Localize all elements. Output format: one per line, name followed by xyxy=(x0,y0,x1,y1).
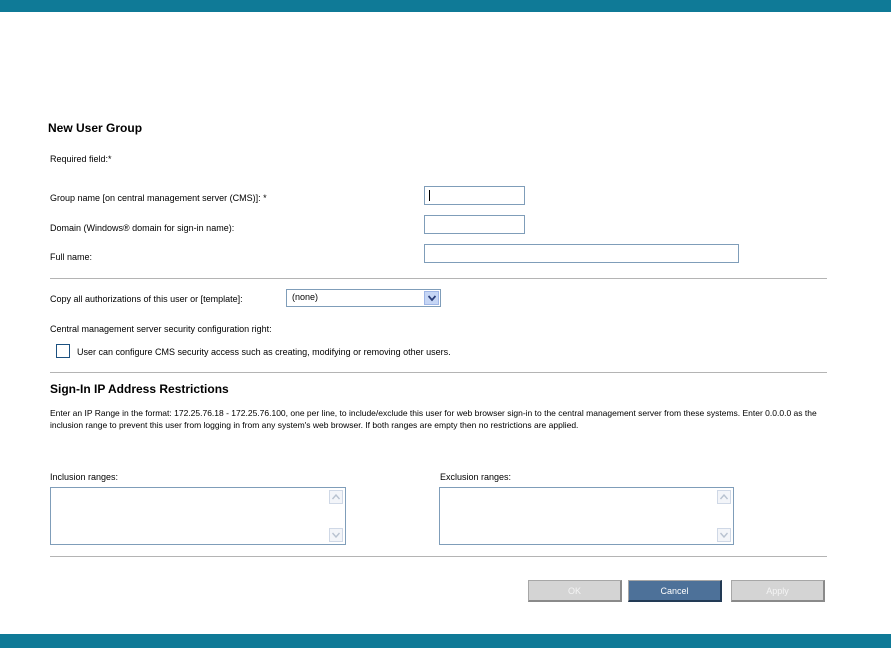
scroll-down-icon[interactable] xyxy=(329,528,343,542)
required-note: Required field:* xyxy=(50,154,112,164)
ip-instructions: Enter an IP Range in the format: 172.25.76.18 - 172.25.76.100, one per line, to include/exclude this user for web browser sign-in to the central management server from these systems. Enter 0.0.0.0 as the inclusion range to prevent this user from logging in from any system's web browser. If both ranges are empty then no restrictions are applied. xyxy=(50,408,817,430)
full-name-label: Full name: xyxy=(50,252,93,262)
exclusion-scrollbar[interactable] xyxy=(717,490,731,542)
exclusion-ranges-textarea[interactable] xyxy=(439,487,734,545)
full-name-input[interactable] xyxy=(424,244,739,263)
bottom-banner xyxy=(0,634,891,648)
group-name-label: Group name [on central management server (CMS)]: * xyxy=(50,193,267,203)
divider xyxy=(50,556,827,557)
copy-authorizations-select[interactable] xyxy=(286,289,441,307)
security-heading: Central management server security configuration right: xyxy=(50,324,272,334)
exclusion-ranges-label: Exclusion ranges: xyxy=(440,472,512,482)
page-title: New User Group xyxy=(48,121,143,135)
apply-button[interactable]: Apply xyxy=(731,580,825,602)
inclusion-ranges-textarea[interactable] xyxy=(50,487,346,545)
cms-security-checkbox[interactable] xyxy=(56,344,70,358)
domain-label: Domain (Windows® domain for sign-in name): xyxy=(50,223,235,233)
divider xyxy=(50,278,827,279)
scroll-up-icon[interactable] xyxy=(329,490,343,504)
divider xyxy=(50,372,827,373)
scroll-down-icon[interactable] xyxy=(717,528,731,542)
scroll-up-icon[interactable] xyxy=(717,490,731,504)
cancel-button[interactable]: Cancel xyxy=(628,580,722,602)
chevron-down-icon[interactable] xyxy=(424,291,439,305)
inclusion-scrollbar[interactable] xyxy=(329,490,343,542)
copy-authorizations-value: (none) xyxy=(292,292,319,302)
copy-authorizations-label: Copy all authorizations of this user or [template]: xyxy=(50,294,243,304)
group-name-input[interactable] xyxy=(424,186,525,205)
ok-button[interactable]: OK xyxy=(528,580,622,602)
inclusion-ranges-label: Inclusion ranges: xyxy=(50,472,119,482)
ip-restrictions-title: Sign-In IP Address Restrictions xyxy=(50,382,229,396)
domain-input[interactable] xyxy=(424,215,525,234)
top-banner xyxy=(0,0,891,12)
cms-security-checkbox-label: User can configure CMS security access such as creating, modifying or removing other users. xyxy=(77,347,451,357)
text-caret xyxy=(429,190,430,201)
